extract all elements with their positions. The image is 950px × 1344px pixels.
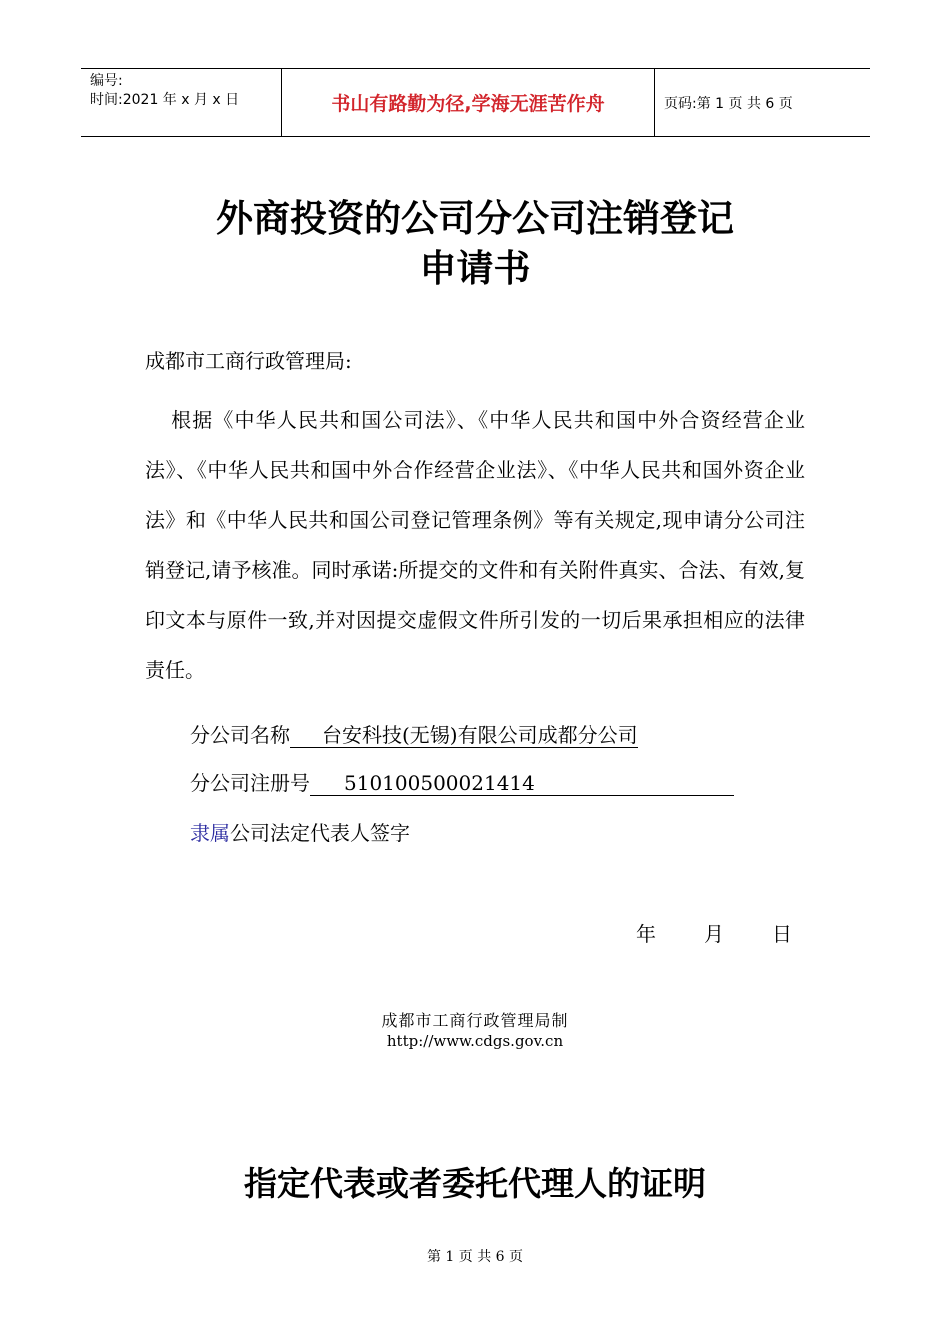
document-title-line2: 申请书 <box>419 247 531 290</box>
body-paragraph-text: 根据《中华人民共和国公司法》、《中华人民共和国中外合资经营企业法》、《中华人民共和国中外合作经营企业法》、《中华人民共和国外资企业法》和《中华人民共和国公司登记管理条例》等有关规定,现申请分公司注销登记,请予核准。同时承诺:所提交的文件和有关附件真实、合法、有效,复印文本与原件一致,并对因提交虚假文件所引发的一切后果承担相应的法律责任。 <box>145 408 805 682</box>
header-motto: 书山有路勤为径,学海无涯苦作舟 <box>282 69 655 136</box>
number-label: 编号: <box>90 73 123 89</box>
body-paragraph <box>145 395 805 695</box>
salutation: 成都市工商行政管理局: <box>145 349 352 373</box>
page-footer: 第 1 页 共 6 页 <box>426 1249 524 1265</box>
header-bar <box>81 68 870 137</box>
date-year: 年 <box>636 922 656 946</box>
time-label: 时间:2021 年 x 月 x 日 <box>90 92 240 108</box>
branch-name-value: 台安科技(无锡)有限公司成都分公司 <box>290 723 638 748</box>
reg-no-value: 510100500021414 <box>310 771 734 796</box>
document-title-line1: 外商投资的公司分公司注销登记 <box>216 197 734 240</box>
branch-name-field <box>190 719 638 748</box>
signature-field <box>190 817 410 846</box>
branch-name-label: 分公司名称 <box>190 723 290 747</box>
section2-title: 指定代表或者委托代理人的证明 <box>244 1164 706 1203</box>
reg-no-label: 分公司注册号 <box>190 771 310 795</box>
issuer-name: 成都市工商行政管理局制 <box>381 1011 569 1030</box>
header-page-info: 页码:第 1 页 共 6 页 <box>664 95 793 112</box>
date-month: 月 <box>704 922 724 946</box>
signature-label: 公司法定代表人签字 <box>230 821 410 845</box>
date-day: 日 <box>772 922 792 946</box>
issuer-url: http://www.cdgs.gov.cn <box>386 1032 564 1050</box>
signature-label-prefix: 隶属 <box>190 821 230 845</box>
reg-no-field <box>190 767 734 796</box>
header-meta <box>81 69 282 136</box>
